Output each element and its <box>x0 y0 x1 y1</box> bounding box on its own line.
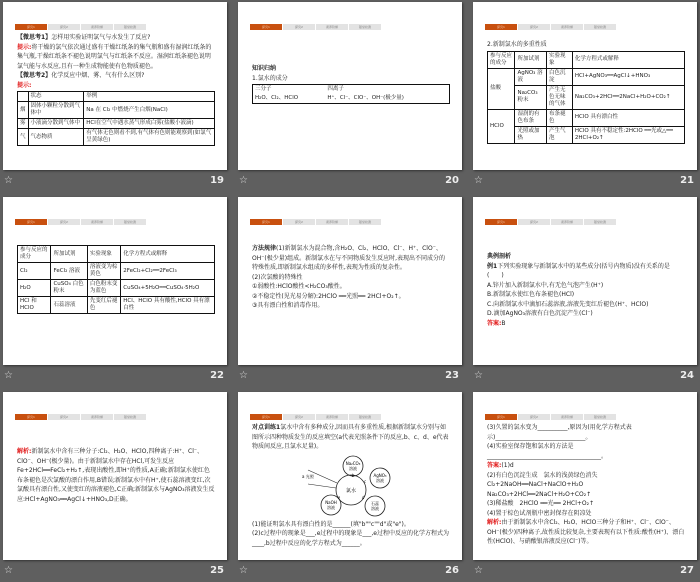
slide-nav-tab: 探究1 <box>485 219 518 225</box>
table-cell: 固体小颗粒分散到气体中 <box>28 102 84 119</box>
slide-paragraph <box>487 290 685 300</box>
slide-nav-tab: 素养阶梯 <box>81 219 114 225</box>
text-run: 2.新制氯水的多重性质 <box>487 41 547 48</box>
highlight-label: 提示: <box>17 81 32 89</box>
slide-paragraph <box>487 319 685 329</box>
slide-nav-tab: 探究2 <box>48 414 81 420</box>
slide-paragraph <box>487 252 685 262</box>
table-cell: 小液滴分散到气体中 <box>28 119 84 129</box>
slide-thumbnail-cell <box>238 392 463 582</box>
slide-nav-tab: 随堂检测 <box>584 414 617 420</box>
table-cell: Na 在 Cl₂ 中燃烧产生白烟(NaCl) <box>84 102 215 119</box>
slide-nav-tab: 探究1 <box>250 414 283 420</box>
slide-content <box>252 423 450 548</box>
text-run: C.向新制氯水中滴加石蕊溶液,溶液先变红后褪色(H⁺、HClO) <box>487 300 649 308</box>
slide-table <box>17 245 215 314</box>
slide-paragraph <box>17 81 215 91</box>
bold-heading: 对点训练1 <box>252 424 281 431</box>
table-cell: 气态物质 <box>28 129 84 146</box>
slide-nav-tab: 随堂检测 <box>584 24 617 30</box>
slide-thumbnail[interactable] <box>3 2 227 170</box>
slide-paragraph <box>17 71 215 81</box>
slide-number: 25 <box>210 565 224 576</box>
table-cell: 化学方程式或解释 <box>121 246 215 263</box>
highlight-label: 答案: <box>487 319 502 327</box>
slide-paragraph <box>252 520 450 530</box>
table-cell: Cl₂ <box>18 263 51 280</box>
text-run: (2)c过程中的现象是___,e过程中的现象是___,e过程中反应的化学方程式为____,b过程中反应的化学方程式为______。 <box>252 530 449 547</box>
slide-content <box>487 423 685 547</box>
text-run: (1)新制氯水为混合物,含H₂O、Cl₂、HClO、Cl⁻、H⁺、ClO⁻、OH⁻(极少量)组成。新制氯水在与不同物质发生反应时,表现出不同成分的特殊性质,即新制氯水组成的多样性,表现为性质的复杂性。 <box>252 245 445 271</box>
text-run: 1.氯水的成分 <box>252 74 288 82</box>
slide-number: 26 <box>445 565 459 576</box>
star-icon[interactable]: ☆ <box>4 175 13 186</box>
slide-nav-tab: 随堂检测 <box>349 24 382 30</box>
star-icon[interactable]: ☆ <box>239 175 248 186</box>
slide-nav-tabs <box>250 414 382 420</box>
table-cell: HCl+AgNO₃══AgCl↓+HNO₃ <box>572 68 684 85</box>
table-cell: H⁺、Cl⁻、ClO⁻、OH⁻(极少量) <box>327 95 404 101</box>
slide-nav-tab: 随堂检测 <box>114 219 147 225</box>
table-cell: 举例 <box>84 92 215 102</box>
slide-paragraph <box>17 43 215 72</box>
text-run: A.锌片加入新制氯水中,有无色气泡产生(H⁺) <box>487 281 604 289</box>
reagent-sublabel: 溶液 <box>376 477 384 483</box>
table-cell: HClO <box>488 109 515 143</box>
slide-nav-tabs <box>15 24 147 30</box>
slide-nav-tab: 探究1 <box>485 414 518 420</box>
table-cell: 所加试剂 <box>51 246 87 263</box>
table-cell: 石蕊溶液 <box>51 297 87 314</box>
slide-paragraph <box>252 273 450 283</box>
star-icon[interactable]: ☆ <box>4 565 13 576</box>
slide-number: 23 <box>445 370 459 381</box>
slide-nav-tab: 探究1 <box>250 24 283 30</box>
slide-nav-tab: 探究2 <box>48 24 81 30</box>
slide-nav-tab: 素养阶梯 <box>551 24 584 30</box>
table-cell: H₂O <box>18 280 51 297</box>
slide-nav-tab: 素养阶梯 <box>316 414 349 420</box>
text-run: D.滴加AgNO₃溶液有白色沉淀产生(Cl⁻) <box>487 310 593 317</box>
table-cell: CuSO₄ 白色粉末 <box>51 280 87 297</box>
table-cell: 雾 <box>18 119 29 129</box>
center-label: 氯水 <box>345 487 357 494</box>
text-run: 怎样用实验证明氯气与水发生了反应? <box>51 34 151 41</box>
text-run: 氯水中含有多种成分,因而具有多重性质,根据新制氯水分别与如图所示四种物质发生的反应填空(a代表光照条件下的反应,b、c、d、e代表物质间反应,且氯水足量)。 <box>252 424 449 450</box>
table-cell: 2FeCl₂+Cl₂══2FeCl₃ <box>121 263 215 280</box>
slide-nav-tab: 随堂检测 <box>584 219 617 225</box>
slide-nav-tabs <box>485 219 617 225</box>
slide-paragraph <box>487 40 685 50</box>
slide-nav-tab: 素养阶梯 <box>81 24 114 30</box>
slide-nav-tab: 探究1 <box>485 24 518 30</box>
slide-paragraph <box>487 509 685 519</box>
table-row <box>18 92 215 102</box>
text-run: 由于新制氯水中含Cl₂、H₂O、HClO三种分子和H⁺、Cl⁻、ClO⁻、OH⁻(极少)四种离子,故性质比较复杂,主要表现有以下性质:酸性(H⁺)、漂白性(HClO)、与硝酸银溶液反应(Cl⁻)等。 <box>487 519 685 545</box>
slide-content <box>487 40 685 144</box>
table-row <box>488 109 685 126</box>
slide-nav-tab: 探究1 <box>15 24 48 30</box>
slide-paragraph <box>487 499 685 509</box>
slide-content <box>17 244 215 314</box>
slide-nav-tab: 探究2 <box>518 219 551 225</box>
slide-paragraph <box>252 244 450 273</box>
table-cell: 气 <box>18 129 29 146</box>
table-cell: 先变红后褪色 <box>87 297 120 314</box>
reagent-label: 石蕊 <box>371 500 379 506</box>
slide-paragraph <box>252 301 450 311</box>
slide-nav-tab: 随堂检测 <box>114 414 147 420</box>
bold-heading: 方法规律 <box>252 245 277 252</box>
text-run: (2)次氯酸的特殊性 <box>252 273 303 281</box>
slide-nav-tab: 探究1 <box>15 219 48 225</box>
slide-nav-tab: 探究2 <box>48 219 81 225</box>
table-cell: CuSO₄+5H₂O══CuSO₄·5H₂O <box>121 280 215 297</box>
table-cell: 三分子 <box>255 86 272 92</box>
slide-paragraph <box>252 292 450 302</box>
slide-nav-tab: 探究2 <box>283 219 316 225</box>
table-row <box>18 246 215 263</box>
slide-nav-tab: 随堂检测 <box>349 219 382 225</box>
slide-number: 19 <box>210 175 224 186</box>
slide-nav-tabs <box>15 219 147 225</box>
table-cell: HCl、HClO 具有酸性,HClO 具有漂白性 <box>121 297 215 314</box>
table-row <box>253 85 450 95</box>
slide-nav-tab: 素养阶梯 <box>81 414 114 420</box>
slide-nav-tab: 素养阶梯 <box>551 219 584 225</box>
slide-paragraph <box>17 33 215 43</box>
slide-thumbnail[interactable] <box>473 197 697 365</box>
slide-content <box>487 252 685 328</box>
table-cell: 四离子 <box>327 86 344 92</box>
text-run: B.新制氯水使红色布条褪色(HCl) <box>487 291 575 298</box>
slide-content <box>252 244 450 311</box>
slide-nav-tab: 素养阶梯 <box>316 219 349 225</box>
table-row <box>18 280 215 297</box>
slide-paragraph <box>487 262 685 281</box>
highlight-label: 提示: <box>17 43 32 51</box>
table-cell: 状态 <box>28 92 84 102</box>
slide-paragraph <box>487 461 685 471</box>
slide-thumbnail-cell <box>3 392 228 582</box>
text-run: 将干燥的氯气依次通过盛有干燥红纸条的集气瓶和盛有湿润红纸条的集气瓶,干燥红纸条不褪色说明氯气与红纸条不反应。湿润红纸条褪色说明氯气能与水反应,且有一种生成物能使有色物质褪色。 <box>17 43 212 70</box>
slide-nav-tab: 探究2 <box>518 24 551 30</box>
slide-thumbnail-cell <box>238 197 463 387</box>
table-cell: 产生气泡 <box>547 126 573 143</box>
slide-paragraph <box>17 447 215 504</box>
table-cell: AgNO₃ 溶液 <box>515 68 547 85</box>
slide-nav-tab: 探究2 <box>283 414 316 420</box>
table-cell: Na₂CO₃ 粉末 <box>515 85 547 109</box>
slide-number: 27 <box>680 565 694 576</box>
text-run: 新制氯水中含有三种分子:Cl₂、H₂O、HClO,四种离子:H⁺、Cl⁻、ClO⁻、OH⁻(极少量)。由于新制氯水中存在HCl,可发生反应Fe+2HCl══FeCl₂+H₂↑,表现出酸性,即H⁺的性质,A正确;新制氯水使红色布条褪色是次氯酸的漂白作用,B错误;新制氯水中有H⁺,使石蕊溶液变红,次氯酸具有漂白性,又使变红的溶液褪色,C正确;新制氯水与AgNO₃溶液发生反应:HCl+AgNO₃══AgCl↓+HNO₃,D正确。 <box>17 448 215 503</box>
slide-paragraph <box>487 300 685 310</box>
slide-nav-tabs <box>485 414 617 420</box>
text-run: (1)d <box>501 462 514 469</box>
slide-thumbnail[interactable] <box>473 392 697 560</box>
text-run: (1)能证明氯水具有漂白性的是______(填"b""c""d"或"e")。 <box>252 520 410 528</box>
reaction-letter: b <box>351 472 355 478</box>
text-run: ②不稳定性(见光易分解):2HClO ══光照══ 2HCl+O₂↑。 <box>252 292 405 300</box>
table-cell: 盐酸 <box>488 68 515 109</box>
table-cell: 布条褪色 <box>547 109 573 126</box>
star-icon[interactable]: ☆ <box>239 565 248 576</box>
table-cell: HCl在空气中遇水蒸气形成白雾(盐酸小液滴) <box>84 119 215 129</box>
table-cell <box>18 92 29 102</box>
text-run: B <box>501 319 506 327</box>
slide-nav-tabs <box>15 414 147 420</box>
table-cell: 实验现象 <box>87 246 120 263</box>
table-cell: 化学方程式或解释 <box>572 51 684 68</box>
table-cell: HClO 具有漂白性 <box>572 109 684 126</box>
highlight-label: 答案: <box>487 462 502 469</box>
slide-thumbnail[interactable] <box>473 2 697 170</box>
slide-paragraph <box>252 423 450 452</box>
slide-nav-tab: 随堂检测 <box>114 24 147 30</box>
star-icon[interactable]: ☆ <box>474 175 483 186</box>
slide-thumbnail-cell <box>238 2 463 192</box>
text-run: ③具有漂白性和消毒作用。 <box>252 302 324 309</box>
reagent-sublabel: 溶液 <box>349 465 357 471</box>
slide-paragraph <box>487 518 685 547</box>
highlight-label: 解析: <box>17 448 32 455</box>
slide-thumbnail[interactable] <box>3 392 227 560</box>
highlight-label: 解析: <box>487 519 502 526</box>
slide-nav-tab: 探究2 <box>283 24 316 30</box>
reagent-sublabel: 溶液 <box>371 505 379 511</box>
table-row <box>253 94 450 104</box>
table-cell: 所加试剂 <box>515 51 547 68</box>
slide-nav-tab: 探究2 <box>518 414 551 420</box>
slide-nav-tabs <box>250 219 382 225</box>
light-label: a 光照 <box>302 473 314 479</box>
reagent-label: NaOH <box>325 499 337 505</box>
reaction-letter: d <box>361 494 365 500</box>
slide-thumbnail[interactable] <box>3 197 227 365</box>
reaction-letter: c <box>363 478 367 484</box>
table-cell: 有气体无色则看不到,有气体有色则能观察到(如氯气呈黄绿色) <box>84 129 215 146</box>
table-row <box>488 85 685 109</box>
slide-number: 24 <box>680 370 694 381</box>
slide-thumbnail-cell <box>473 392 698 582</box>
slide-nav-tab: 素养阶梯 <box>551 414 584 420</box>
bold-heading: 【微思考1】 <box>17 34 52 41</box>
slide-thumbnail-cell <box>3 2 228 192</box>
table-row <box>18 119 215 129</box>
slide-paragraph <box>487 442 685 461</box>
text-run: (2)有白色沉淀生成 氯水的浅黄绿色消失 <box>487 471 598 479</box>
table-cell: 湿润的有色布条 <box>515 109 547 126</box>
bold-heading: 知识归纳 <box>252 65 277 72</box>
text-run: 化学反应中烟、雾、气有什么区别? <box>51 72 145 79</box>
slide-paragraph <box>487 471 685 481</box>
slide-nav-tab: 探究1 <box>250 219 283 225</box>
text-run: (4)实验室保存饱和氯水的方法是______________________________________。 <box>487 443 608 460</box>
text-run: 下列实验现象与新制氯水中的某些成分(括号内物质)没有关系的是( ) <box>487 262 670 279</box>
table-cell: HCl 和 HClO <box>18 297 51 314</box>
slide-paragraph <box>252 64 450 74</box>
reagent-label: Na₂CO₃ <box>345 460 361 466</box>
table-cell: 白色沉淀 <box>547 68 573 85</box>
slide-content <box>17 33 215 146</box>
slide-paragraph <box>487 480 685 490</box>
slide-thumbnail[interactable] <box>238 2 462 170</box>
reagent-sublabel: 溶液 <box>327 504 335 510</box>
table-row <box>488 68 685 85</box>
table-row <box>18 297 215 314</box>
slide-thumbnail-cell <box>3 197 228 387</box>
slide-number: 22 <box>210 370 224 381</box>
slide-number: 20 <box>445 175 459 186</box>
slide-content <box>252 64 450 104</box>
table-cell: 产生无色无味的气体 <box>547 85 573 109</box>
table-row <box>488 51 685 68</box>
table-cell: HClO 具有不稳定性:2HClO ══光或△══ 2HCl+O₂↑ <box>572 126 684 143</box>
slide-nav-tab: 探究1 <box>15 414 48 420</box>
slide-nav-tabs <box>250 24 382 30</box>
table-cell: 光照或加热 <box>515 126 547 143</box>
star-icon[interactable]: ☆ <box>4 370 13 381</box>
text-run: (3)稀盐酸 2HClO ══光══ 2HCl+O₂↑ <box>487 500 595 507</box>
table-row <box>18 102 215 119</box>
star-icon[interactable]: ☆ <box>474 370 483 381</box>
bold-heading: 【微思考2】 <box>17 72 52 79</box>
table-cell: 白色粉末变为蓝色 <box>87 280 120 297</box>
slide-number: 21 <box>680 175 694 186</box>
reaction-letter: e <box>337 494 341 500</box>
slide-paragraph <box>487 309 685 319</box>
table-cell: H₂O、Cl₂、HClO <box>255 95 299 101</box>
slide-paragraph <box>252 282 450 292</box>
text-run: ①弱酸性:HClO酸性<H₂CO₃酸性。 <box>252 283 346 290</box>
table-cell: FeCl₂ 溶液 <box>51 263 87 280</box>
slide-paragraph <box>487 490 685 500</box>
chlorine-water-reaction-diagram <box>296 454 406 520</box>
slide-nav-tabs <box>485 24 617 30</box>
slide-paragraph <box>487 423 685 442</box>
bold-heading: 典例剖析 <box>487 253 512 260</box>
slide-thumbnail[interactable] <box>238 392 462 560</box>
table-cell: 参与反应的成分 <box>488 51 515 68</box>
table-cell: Na₂CO₃+2HCl══2NaCl+H₂O+CO₂↑ <box>572 85 684 109</box>
table-cell: 实验现象 <box>547 51 573 68</box>
slide-nav-tab: 素养阶梯 <box>316 24 349 30</box>
text-run: Na₂CO₃+2HCl══2NaCl+H₂O+CO₂↑ <box>487 490 592 498</box>
light-arrow <box>308 484 336 488</box>
slide-paragraph <box>487 281 685 291</box>
slide-paragraph <box>252 74 450 84</box>
slide-nav-tab: 随堂检测 <box>349 414 382 420</box>
table-cell: 烟 <box>18 102 29 119</box>
reagent-label: AgNO₃ <box>373 472 387 478</box>
slide-paragraph <box>252 529 450 548</box>
table-cell: 参与反应的成分 <box>18 246 51 263</box>
star-icon[interactable]: ☆ <box>474 565 483 576</box>
slide-thumbnail-cell <box>473 197 698 387</box>
table-cell: 溶液变为棕黄色 <box>87 263 120 280</box>
bold-heading: 例1 <box>487 262 498 270</box>
table-row <box>18 263 215 280</box>
text-run: (3)久置的氯水变为__________,原因为(用化学方程式表示)______________________________。 <box>487 424 632 441</box>
table-row <box>18 129 215 146</box>
slide-thumbnail[interactable] <box>238 197 462 365</box>
slide-table <box>487 51 685 144</box>
text-run: (4)置于棕色试剂瓶中密封保存在阴凉处 <box>487 509 592 517</box>
star-icon[interactable]: ☆ <box>239 370 248 381</box>
table-row <box>488 126 685 143</box>
slide-thumbnail-cell <box>473 2 698 192</box>
slide-content <box>17 447 215 504</box>
slide-table <box>17 91 215 146</box>
slide-table <box>252 84 450 104</box>
text-run: Cl₂+2NaOH══NaCl+NaClO+H₂O <box>487 481 584 488</box>
